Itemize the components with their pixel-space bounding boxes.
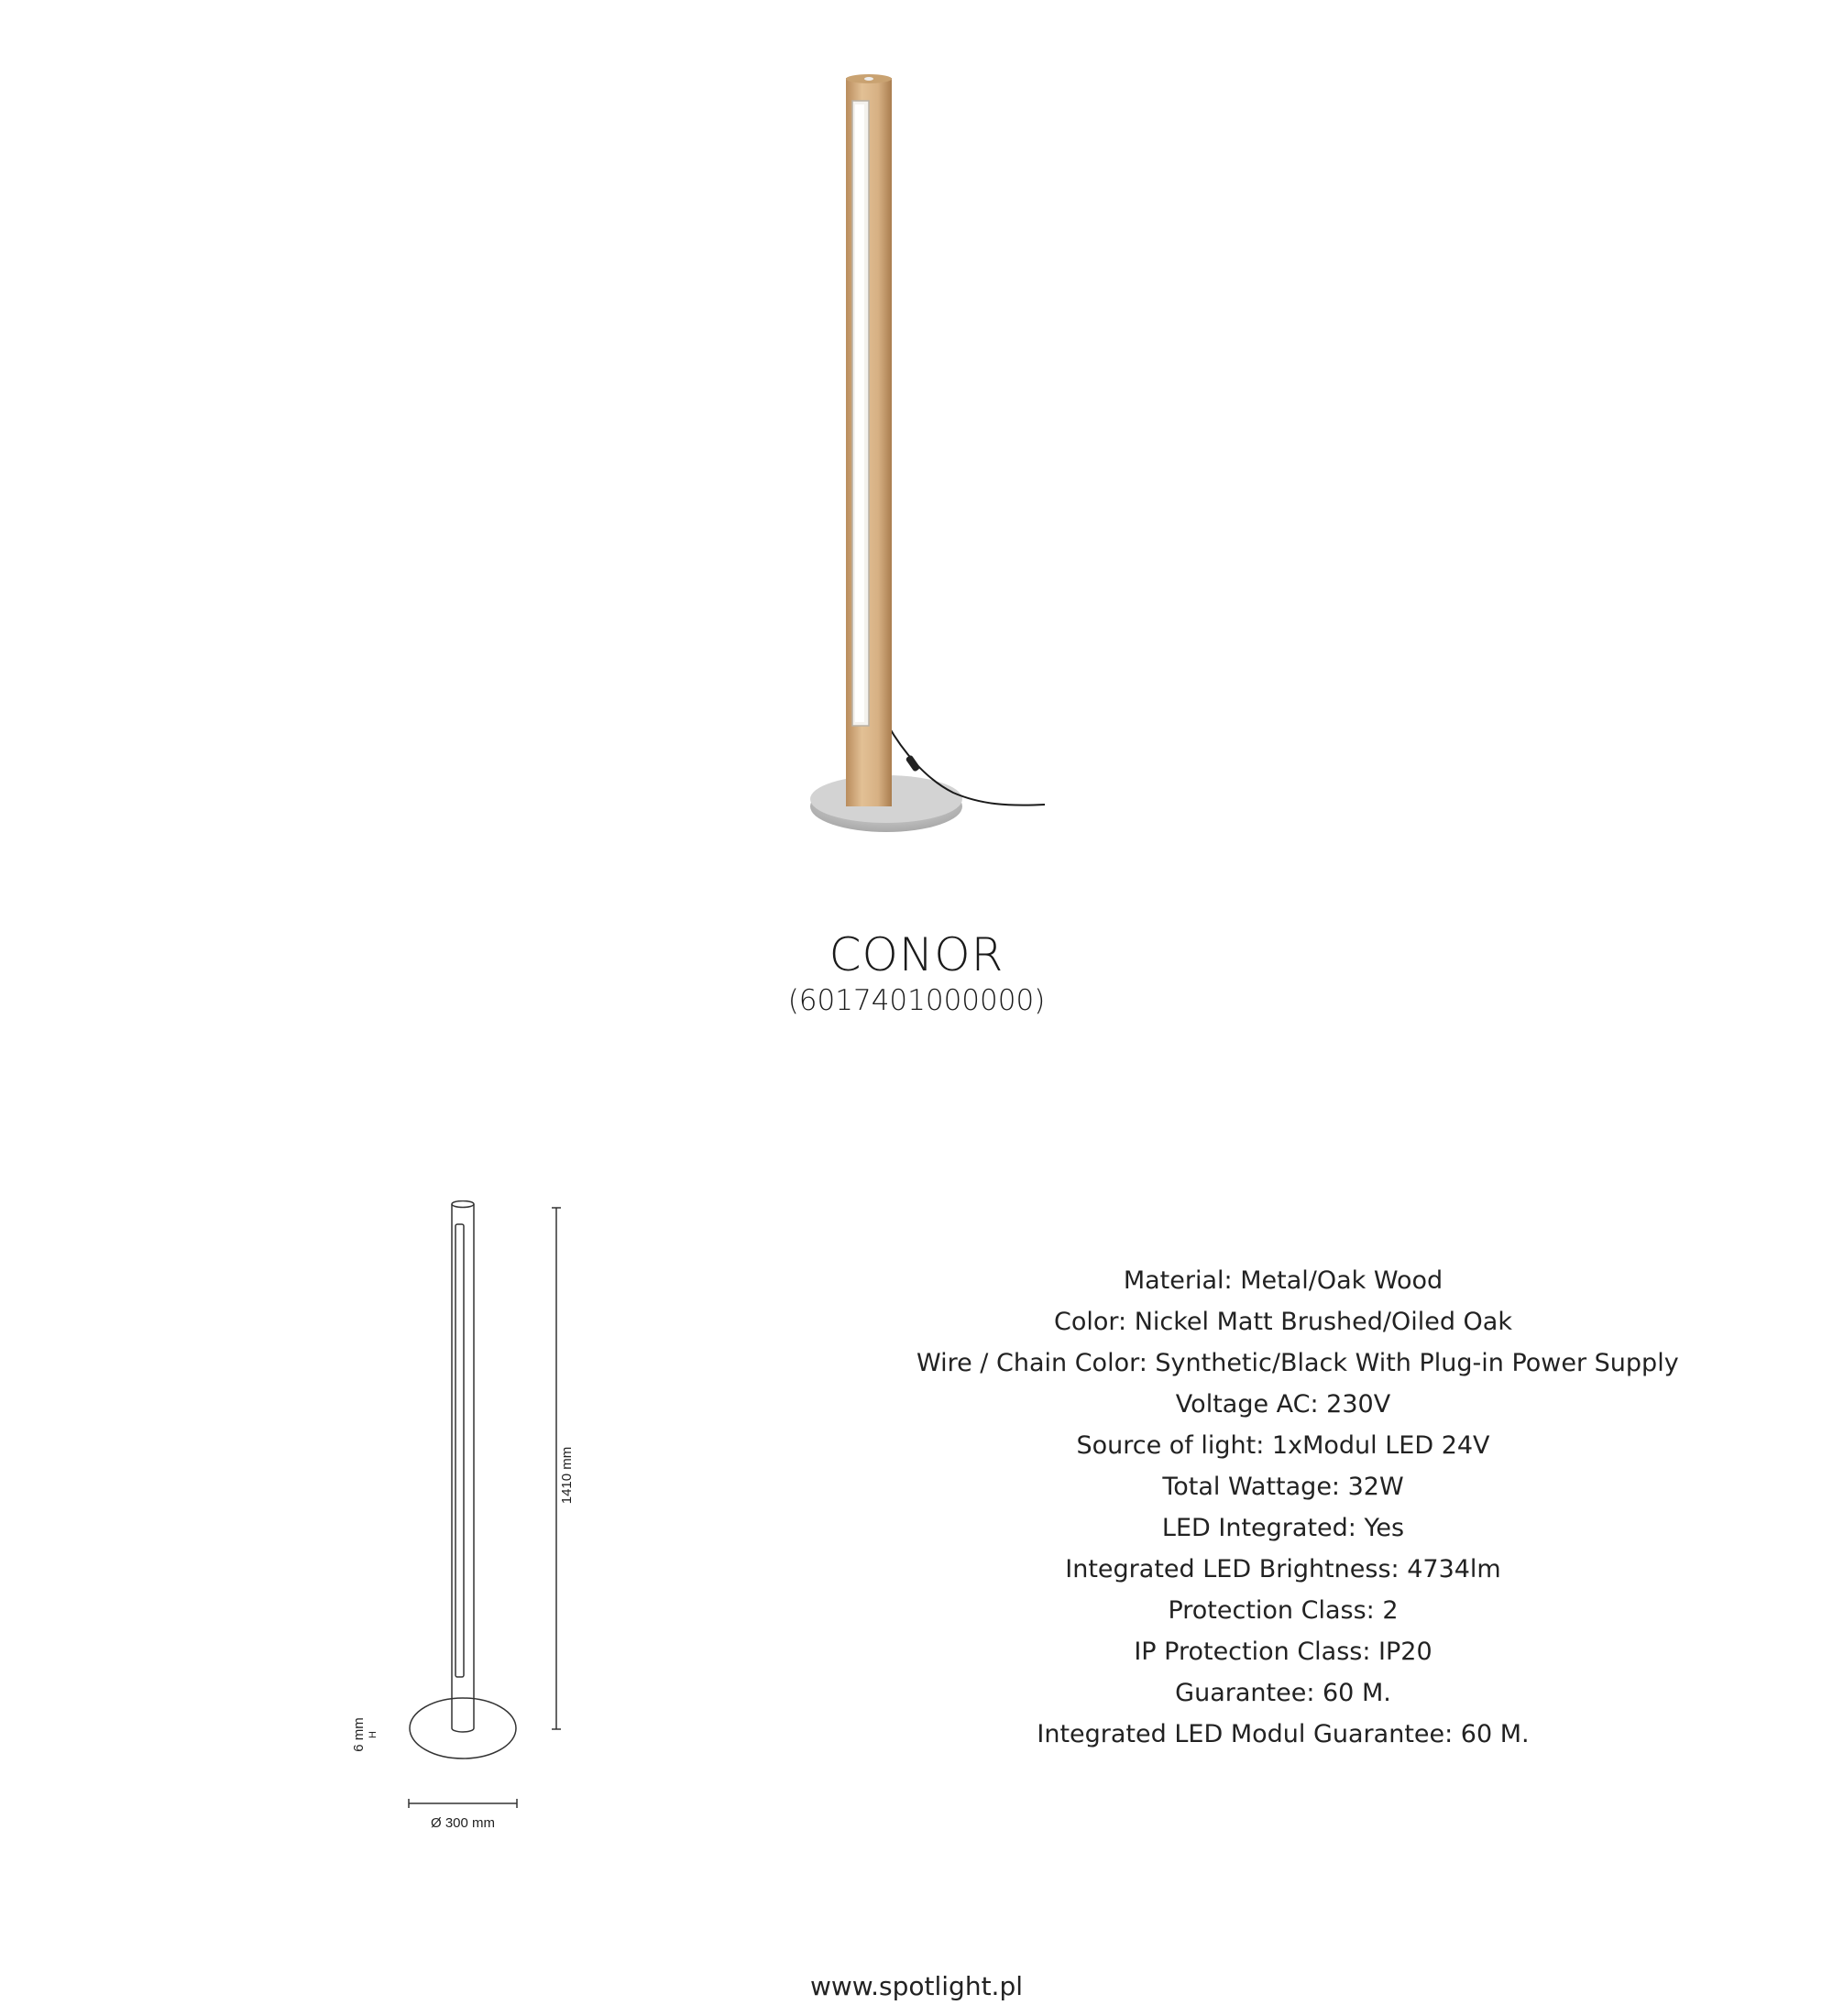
spec-item: Protection Class: 2 [1168,1596,1399,1625]
spec-item: IP Protection Class: IP20 [1134,1638,1432,1666]
base-thickness-symbol: H [368,1731,379,1738]
lamp-photo [788,73,1063,834]
spec-item: Guarantee: 60 M. [1175,1679,1391,1707]
specifications-list [916,1260,1679,1755]
spec-item: Total Wattage: 32W [1162,1473,1404,1501]
height-label: 1410 mm [559,1446,575,1505]
diameter-dimension-line [409,1799,517,1808]
spec-item: LED Integrated: Yes [1161,1514,1405,1542]
dimension-drawing [339,1200,614,1833]
spec-item: Integrated LED Modul Guarantee: 60 M. [1037,1720,1530,1748]
led-strip [852,101,869,726]
product-name: CONOR [829,928,1004,981]
drawing-base [410,1698,516,1759]
spec-item: Source of light: 1xModul LED 24V [1076,1431,1490,1460]
spec-item: Voltage AC: 230V [1175,1390,1391,1419]
product-code: (6017401000000) [787,984,1046,1017]
website-link[interactable]: www.spotlight.pl [809,1971,1023,2001]
drawing-led-strip [456,1224,464,1677]
lamp-switch [906,754,921,772]
spec-item: Wire / Chain Color: Synthetic/Black With Plug-in Power Supply [916,1349,1679,1377]
diameter-label: Ø 300 mm [430,1815,496,1831]
base-thickness-label: 6 mm [351,1717,367,1752]
spec-item: Integrated LED Brightness: 4734lm [1065,1555,1501,1583]
spec-item: Color: Nickel Matt Brushed/Oiled Oak [1054,1308,1512,1336]
spec-item: Material: Metal/Oak Wood [1123,1266,1443,1295]
